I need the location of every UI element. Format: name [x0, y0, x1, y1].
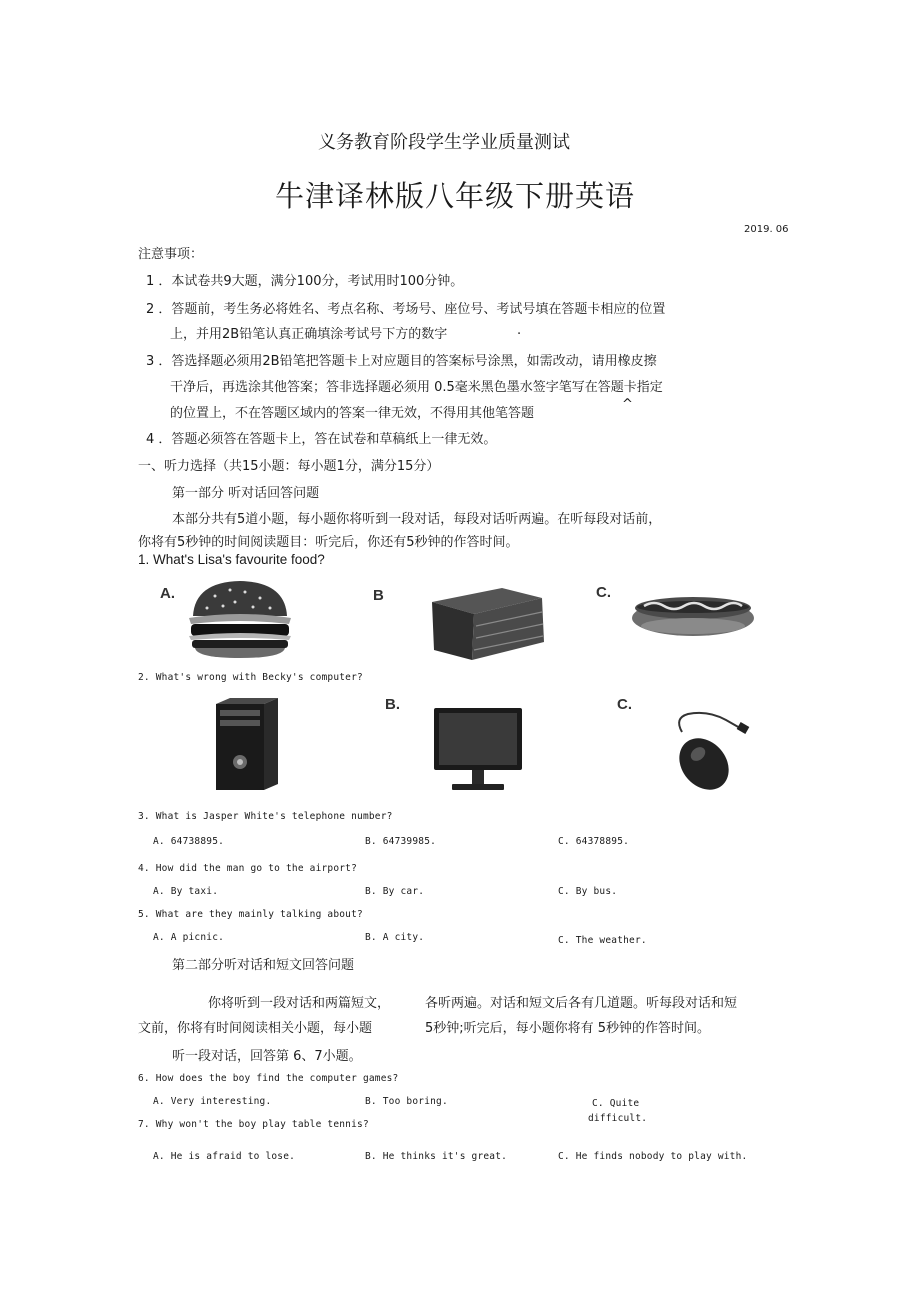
section-heading: 一、听力选择（共15小题：每小题1分，满分15分）	[138, 459, 440, 474]
note-item-1: 1 ．本试卷共9大题，满分100分，考试用时100分钟。	[146, 274, 464, 289]
q4-option-c: C. By bus.	[558, 886, 618, 897]
q5-option-c: C. The weather.	[558, 935, 647, 946]
mouse-image	[668, 708, 752, 794]
q2-option-c-label: C.	[617, 696, 632, 713]
part2-description-line2a: 文前，你将有时间阅读相关小题，每小题	[138, 1021, 373, 1036]
part2-description-line1a: 你将听到一段对话和两篇短文，	[208, 996, 391, 1011]
note-item-4: 4 ．答题必须答在答题卡上，答在试卷和草稿纸上一律无效。	[146, 432, 497, 447]
q2-option-b-label: B.	[385, 696, 400, 713]
hot-dog-image	[630, 588, 756, 638]
q5-option-b: B. A city.	[365, 932, 425, 943]
part2-title: 第二部分听对话和短文回答问题	[172, 958, 355, 973]
exam-title: 牛津译林版八年级下册英语	[275, 179, 636, 213]
q4-option-a: A. By taxi.	[153, 886, 219, 897]
question-2: 2. What's wrong with Becky's computer?	[138, 672, 363, 683]
part2-listen-instruction: 听一段对话，回答第 6、7小题。	[172, 1049, 362, 1064]
note-item-2: 2 ．答题前，考生务必将姓名、考点名称、考场号、座位号、考试号填在答题卡相应的位置	[146, 302, 666, 317]
part2-description-line2b: 5秒钟;听完后，每小题你将有 5秒钟的作答时间。	[425, 1021, 711, 1036]
q1-option-a-label: A.	[160, 585, 175, 602]
q4-option-b: B. By car.	[365, 886, 425, 897]
question-1: 1. What's Lisa's favourite food?	[138, 552, 325, 567]
note-item-3-cont2: 的位置上，不在答题区域内的答案一律无效，不得用其他笔答题	[170, 406, 535, 421]
q6-option-b: B. Too boring.	[365, 1096, 448, 1107]
q6-option-a: A. Very interesting.	[153, 1096, 272, 1107]
q3-option-c: C. 64378895.	[558, 836, 630, 847]
q7-option-c: C. He finds nobody to play with.	[558, 1151, 748, 1162]
question-6: 6. How does the boy find the computer games?	[138, 1073, 399, 1084]
question-3: 3. What is Jasper White's telephone number?	[138, 811, 393, 822]
note-item-3-cont1: 干净后，再选涂其他答案；答非选择题必须用 0.5毫米黑色墨水签字笔写在答题卡指定	[170, 380, 663, 395]
computer-tower-image	[212, 696, 282, 792]
note-caret-mark: ^	[622, 397, 633, 412]
hamburger-image	[185, 578, 295, 660]
monitor-image	[432, 706, 524, 794]
q1-option-c-label: C.	[596, 584, 611, 601]
q3-option-a: A. 64738895.	[153, 836, 225, 847]
exam-date: 2019. 06	[744, 224, 789, 235]
question-4: 4. How did the man go to the airport?	[138, 863, 358, 874]
q3-option-b: B. 64739985.	[365, 836, 437, 847]
part1-description-line1: 本部分共有5道小题，每小题你将听到一段对话，每段对话听两遍。在听每段对话前，	[172, 512, 662, 527]
question-5: 5. What are they mainly talking about?	[138, 909, 363, 920]
exam-subtitle: 义务教育阶段学生学业质量测试	[318, 132, 570, 153]
q7-option-a: A. He is afraid to lose.	[153, 1151, 296, 1162]
notes-heading: 注意事项：	[138, 247, 204, 262]
cake-image	[428, 584, 546, 662]
q5-option-a: A. A picnic.	[153, 932, 225, 943]
note-dot-mark: .	[517, 323, 522, 338]
note-item-3: 3 ．答选择题必须用2B铅笔把答题卡上对应题目的答案标号涂黑，如需改动，请用橡皮擦	[146, 354, 657, 369]
q7-option-b: B. He thinks it's great.	[365, 1151, 508, 1162]
note-item-2-cont: 上，并用2B铅笔认真正确填涂考试号下方的数字	[170, 327, 448, 342]
part1-title: 第一部分 听对话回答问题	[172, 486, 320, 501]
q6-option-c-cont: difficult.	[588, 1113, 648, 1124]
part1-description-line2: 你将有5秒钟的时间阅读题目：听完后，你还有5秒钟的作答时间。	[138, 535, 519, 550]
question-7: 7. Why won't the boy play table tennis?	[138, 1119, 369, 1130]
q1-option-b-label: B	[373, 587, 384, 604]
part2-description-line1b: 各听两遍。对话和短文后各有几道题。听每段对话和短	[425, 996, 738, 1011]
q6-option-c: C. Quite	[592, 1098, 640, 1109]
